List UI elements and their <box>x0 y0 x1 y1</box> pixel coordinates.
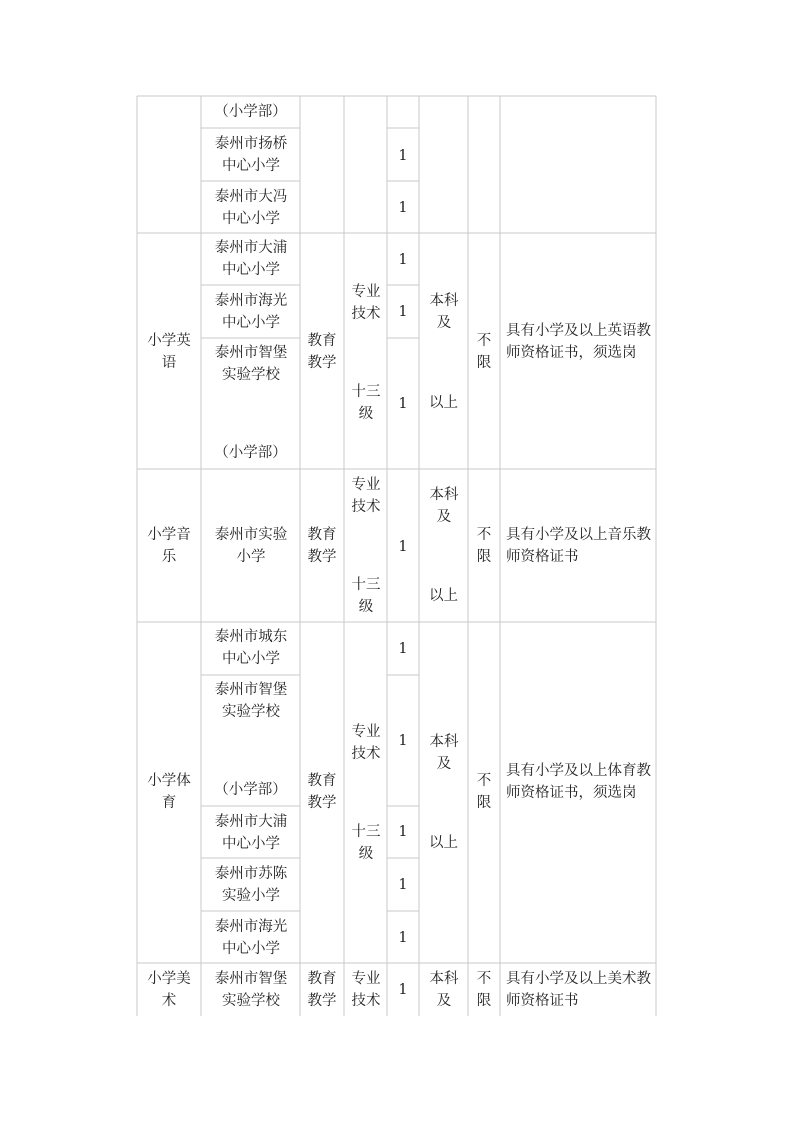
post-type: 专业技术 <box>351 477 381 515</box>
age-requirement: 不限 <box>476 527 492 565</box>
subject-name: 小学英语 <box>147 333 191 371</box>
unit-name: 泰州市大冯中心小学 <box>214 189 288 227</box>
unit-name: 泰州市苏陈实验小学 <box>214 866 288 904</box>
other-requirement: 具有小学及以上英语教师资格证书，须选岗 <box>506 323 651 361</box>
education-requirement: 本科及 <box>429 971 459 1009</box>
unit-suffix: （小学部） <box>214 782 287 798</box>
unit-suffix: （小学部） <box>214 104 287 120</box>
position-count: 1 <box>398 641 408 657</box>
subject-name: 小学体育 <box>147 773 191 811</box>
unit-name: 泰州市海光中心小学 <box>214 919 288 957</box>
education-requirement-suffix: 以上 <box>429 588 458 604</box>
other-requirement: 具有小学及以上美术教师资格证书 <box>506 971 651 1009</box>
subject-name: 小学美术 <box>147 971 191 1009</box>
position-count: 1 <box>398 982 408 998</box>
position-count: 1 <box>398 148 408 164</box>
post-category: 教育教学 <box>307 971 337 1009</box>
unit-name: 泰州市智堡实验学校 <box>214 682 288 720</box>
position-count: 1 <box>398 824 408 840</box>
unit-name: 泰州市智堡实验学校 <box>214 971 288 1009</box>
unit-name: 泰州市实验小学 <box>214 527 288 565</box>
subject-name: 小学音乐 <box>147 527 191 565</box>
age-requirement: 不限 <box>476 971 492 1009</box>
position-count: 1 <box>398 252 408 268</box>
position-count: 1 <box>398 733 408 749</box>
unit-name: 泰州市扬桥中心小学 <box>214 136 288 174</box>
position-count: 1 <box>398 539 408 555</box>
unit-name: 泰州市城东中心小学 <box>214 629 288 667</box>
unit-name: 泰州市大浦中心小学 <box>214 240 288 278</box>
education-requirement: 本科及 <box>429 734 459 772</box>
education-requirement: 本科及 <box>429 293 459 331</box>
post-category: 教育教学 <box>307 773 337 811</box>
unit-name: 泰州市海光中心小学 <box>214 293 288 331</box>
position-count: 1 <box>398 930 408 946</box>
post-type: 专业技术 <box>351 284 381 322</box>
other-requirement: 具有小学及以上体育教师资格证书，须选岗 <box>506 763 651 801</box>
education-requirement-suffix: 以上 <box>429 835 458 851</box>
post-category: 教育教学 <box>307 333 337 371</box>
post-level: 十三级 <box>351 384 381 422</box>
education-requirement-suffix: 以上 <box>429 395 458 411</box>
position-count: 1 <box>398 304 408 320</box>
post-level: 十三级 <box>351 824 381 862</box>
position-count: 1 <box>398 200 408 216</box>
post-type: 专业技术 <box>351 971 381 1009</box>
other-requirement: 具有小学及以上音乐教师资格证书 <box>506 527 651 565</box>
age-requirement: 不限 <box>476 333 492 371</box>
unit-name: 泰州市大浦中心小学 <box>214 814 288 852</box>
position-count: 1 <box>398 877 408 893</box>
post-type: 专业技术 <box>351 724 381 762</box>
education-requirement: 本科及 <box>429 487 459 525</box>
age-requirement: 不限 <box>476 773 492 811</box>
position-count: 1 <box>398 396 408 412</box>
post-category: 教育教学 <box>307 527 337 565</box>
post-level: 十三级 <box>351 577 381 615</box>
unit-name: 泰州市智堡实验学校 <box>214 345 288 383</box>
unit-suffix: （小学部） <box>214 445 287 461</box>
